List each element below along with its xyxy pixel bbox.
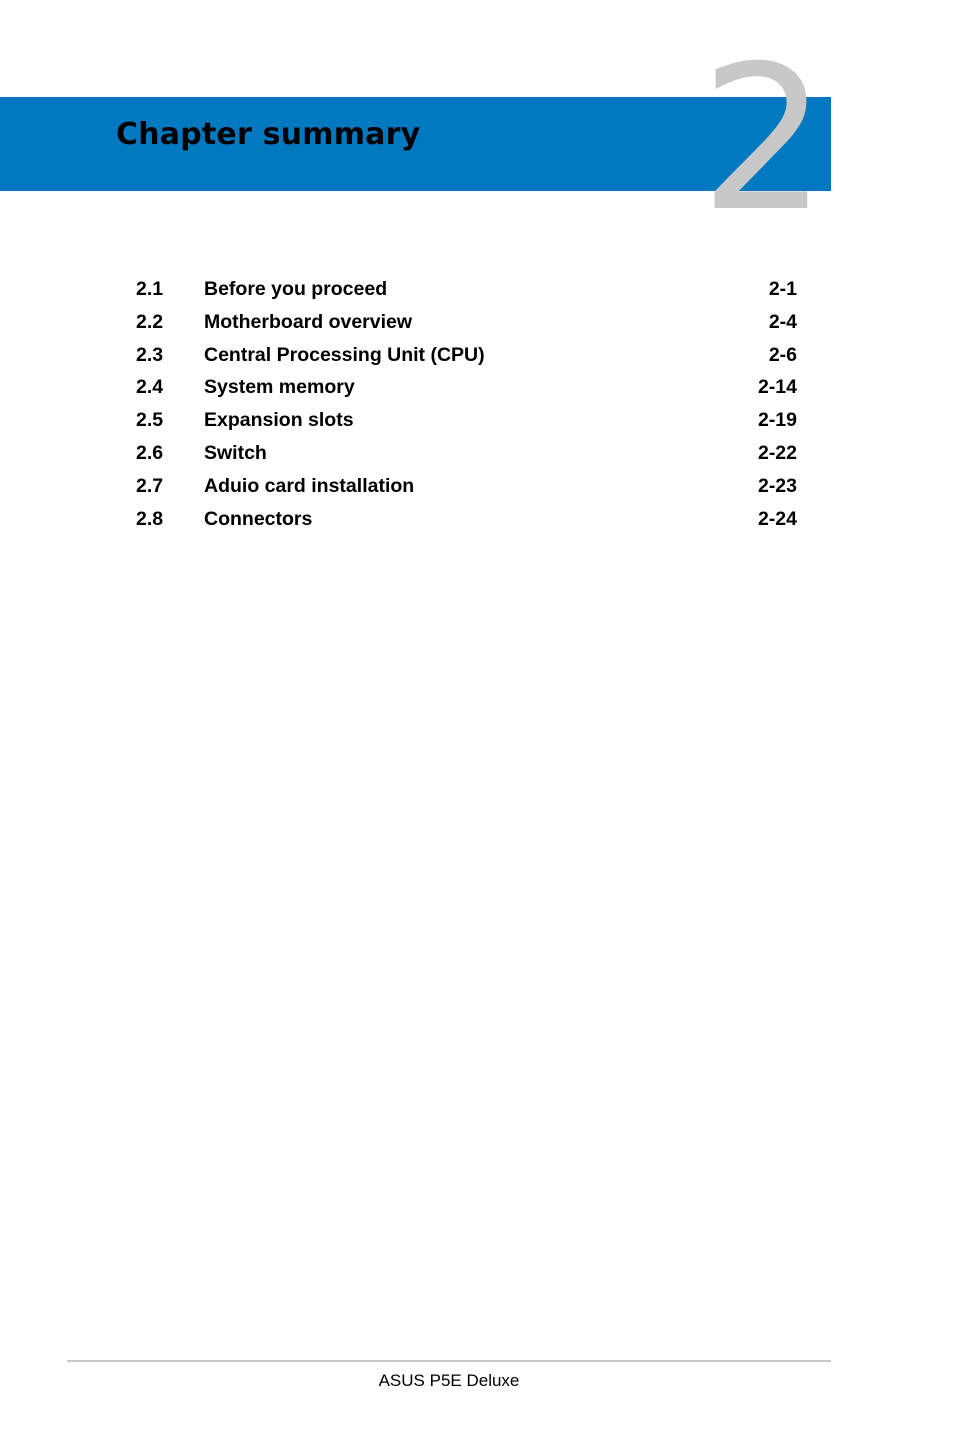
toc-page-number: 2-22 [757,441,797,464]
toc-page-number: 2-23 [757,474,797,497]
toc-section-number: 2.5 [136,409,164,432]
toc-section-title: Connectors [204,507,313,530]
footer-product-name: ASUS P5E Deluxe [378,1371,520,1390]
chapter-title: Chapter summary [116,117,421,152]
toc-entry-2-5[interactable] [136,409,797,442]
toc-page-number: 2-14 [757,376,797,399]
footer-divider [67,1360,831,1362]
toc-section-title: Switch [204,441,267,464]
toc-page-number: 2-4 [768,310,797,333]
toc-section-number: 2.8 [136,507,164,530]
toc-entry-2-8[interactable] [136,508,797,541]
toc-entry-2-3[interactable] [136,344,797,377]
toc-section-number: 2.4 [136,376,164,399]
toc-page-number: 2-19 [757,409,797,432]
toc-page-number: 2-1 [768,278,797,300]
toc-page-number: 2-24 [757,507,797,530]
toc-entry-2-4[interactable] [136,376,797,409]
toc-section-number: 2.6 [136,441,164,464]
toc-entry-2-6[interactable] [136,442,797,475]
toc-page-number: 2-6 [768,343,797,366]
toc-section-title: Aduio card installation [204,474,415,497]
toc-section-title: System memory [204,376,355,399]
toc-section-number: 2.3 [136,343,164,366]
toc-section-number: 2.1 [136,278,164,300]
toc-section-number: 2.7 [136,474,164,497]
toc-section-number: 2.2 [136,310,164,333]
chapter-number: 2 [700,23,828,256]
toc-entry-2-7[interactable] [136,475,797,508]
toc-section-title: Before you proceed [204,278,388,300]
toc-section-title: Motherboard overview [204,310,413,333]
toc-entry-2-1[interactable] [136,278,797,311]
toc-section-title: Expansion slots [204,409,354,432]
toc-section-title: Central Processing Unit (CPU) [204,343,485,366]
table-of-contents [136,278,797,540]
toc-entry-2-2[interactable] [136,311,797,344]
